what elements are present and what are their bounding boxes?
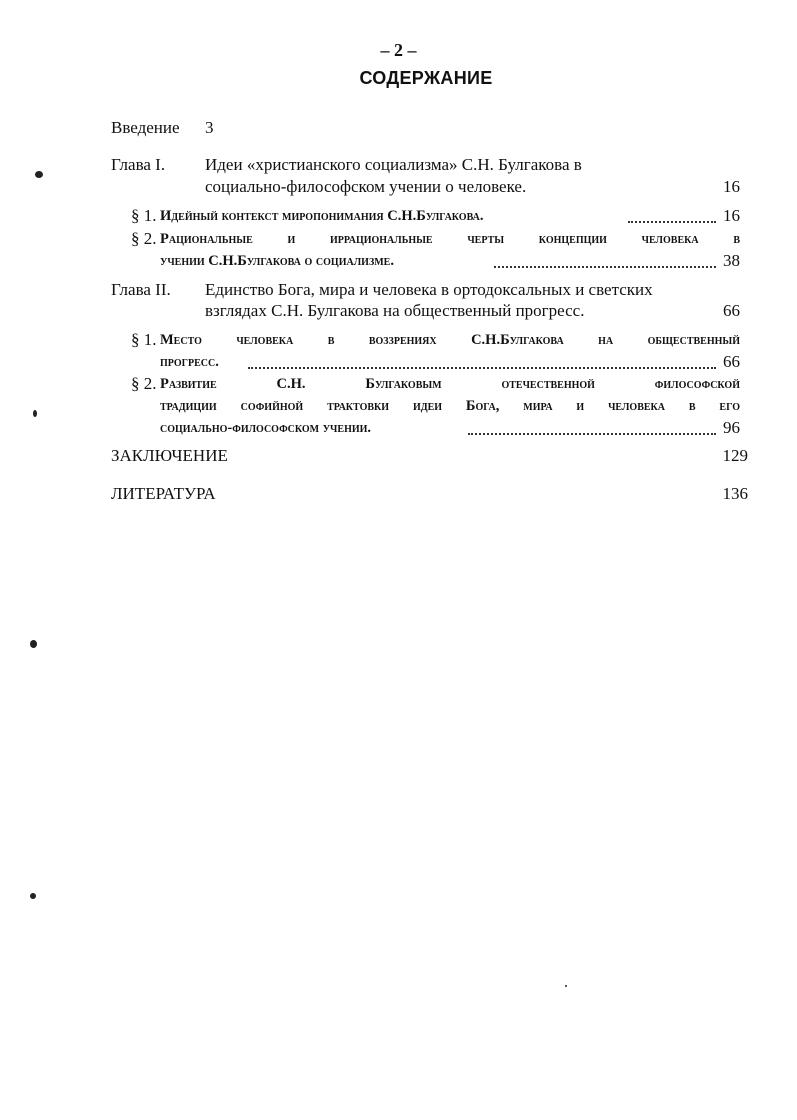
scan-speck	[30, 893, 36, 899]
toc-chapter1-title-line1: Идеи «христианского социализма» С.Н. Булгакова в	[205, 155, 582, 174]
toc-ch1-sec2-mark: § 2.	[131, 229, 157, 248]
toc-literature-page: 136	[722, 484, 748, 503]
dot-leader	[628, 221, 716, 223]
scan-speck	[30, 640, 37, 648]
toc-conclusion-page: 129	[722, 446, 748, 465]
scan-speck	[35, 171, 43, 178]
toc-ch2-sec2-title-line1: Развитие С.Н. Булгаковым отечественной философской	[160, 376, 740, 392]
toc-ch2-sec1-title-line2: прогресс.	[160, 354, 219, 370]
toc-intro-page: 3	[205, 118, 214, 137]
toc-ch2-sec2-title-line2: традиции софийной трактовки идеи Бога, мира и человека в его	[160, 398, 740, 414]
toc-ch1-sec1-page: 16	[723, 206, 740, 225]
dot-leader	[248, 367, 716, 369]
toc-ch2-sec1-page: 66	[723, 352, 740, 371]
toc-ch1-sec1-mark: § 1.	[131, 206, 157, 225]
toc-conclusion-label: ЗАКЛЮЧЕНИЕ	[111, 446, 228, 465]
toc-chapter2-label: Глава II.	[111, 280, 171, 299]
toc-ch2-sec1-title-line1: Место человека в воззрениях С.Н.Булгакова на общественный	[160, 332, 740, 348]
dot-leader	[494, 266, 716, 268]
toc-ch2-sec2-mark: § 2.	[131, 374, 157, 393]
toc-ch2-sec2-page: 96	[723, 418, 740, 437]
toc-intro-label: Введение	[111, 118, 180, 137]
toc-chapter2-title-line1: Единство Бога, мира и человека в ортодоксальных и светских	[205, 280, 653, 299]
toc-ch2-sec2-title-line3: социально-философском учении.	[160, 420, 372, 436]
toc-ch2-sec1-mark: § 1.	[131, 330, 157, 349]
toc-chapter2-page: 66	[723, 301, 740, 320]
toc-ch1-sec1-title: Идейный контекст миропонимания С.Н.Булгакова.	[160, 208, 484, 224]
toc-chapter1-title-line2: социально-философском учении о человеке.	[205, 177, 527, 196]
toc-ch1-sec2-page: 38	[723, 251, 740, 270]
toc-chapter1-page: 16	[723, 177, 740, 196]
toc-chapter2-title-line2: взглядах С.Н. Булгакова на общественный прогресс.	[205, 301, 585, 320]
scan-speck	[565, 985, 567, 987]
dot-leader	[468, 433, 716, 435]
page-number: – 2 –	[380, 40, 417, 60]
toc-ch1-sec2-title-line2: учении С.Н.Булгакова о социализме.	[160, 253, 394, 269]
toc-ch1-sec2-title-line1: Рациональные и иррациональные черты концепции человека в	[160, 231, 740, 247]
toc-literature-label: ЛИТЕРАТУРА	[111, 484, 216, 503]
toc-chapter1-label: Глава I.	[111, 155, 166, 174]
scan-speck	[33, 410, 37, 417]
page-title: СОДЕРЖАНИЕ	[359, 68, 493, 88]
